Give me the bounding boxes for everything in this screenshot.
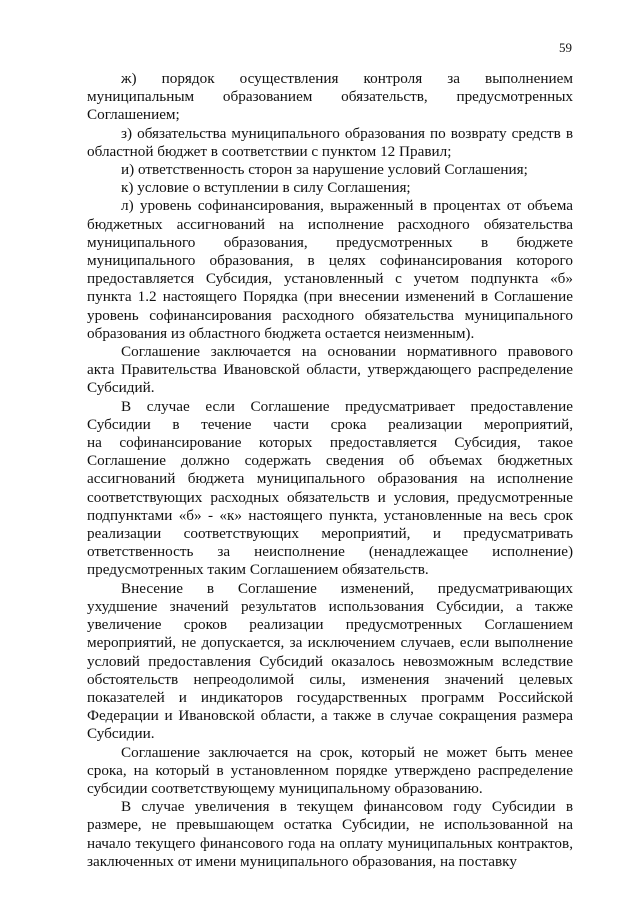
- text-line: показателей и индикаторов государственных программ Российской: [87, 688, 573, 706]
- text-line: Соглашение должно содержать сведения об объемах бюджетных: [87, 452, 573, 470]
- text-line: Внесение в Соглашение изменений, предусматривающих: [121, 579, 573, 597]
- text-line: на софинансирование которых предоставляется Субсидия, такое: [87, 434, 573, 452]
- text-line: мероприятий, не допускается, за исключением случаев, если выполнение: [87, 634, 573, 652]
- text-line: Соглашение заключается на срок, который не может быть менее: [121, 743, 573, 761]
- text-line: муниципального образования, предусмотренных в бюджете: [87, 233, 573, 251]
- text-line: ухудшение значений результатов использования Субсидии, а также: [87, 597, 573, 615]
- text-line: обстоятельств непреодолимой силы, изменения значений целевых: [87, 670, 573, 688]
- paragraph: [87, 798, 573, 871]
- paragraph: [87, 161, 573, 179]
- text-line: субсидии соответствующему муниципальному образованию.: [87, 779, 483, 797]
- text-line: з) обязательства муниципального образования по возврату средств в: [121, 124, 573, 142]
- document-body: [87, 70, 573, 871]
- text-line: Субсидии.: [87, 725, 155, 743]
- paragraph: [87, 398, 573, 580]
- text-line: предусмотренных таким Соглашением обязательств.: [87, 561, 429, 579]
- text-line: муниципальным образованием обязательств, предусмотренных: [87, 88, 573, 106]
- paragraph: [87, 179, 573, 197]
- text-line: уровень софинансирования расходного обязательства муниципального: [87, 306, 573, 324]
- text-line: пункта 1.2 настоящего Порядка (при внесении изменений в Соглашение: [87, 288, 573, 306]
- text-line: условий предоставления Субсидий оказалось невозможным вследствие: [87, 652, 573, 670]
- text-line: В случае увеличения в текущем финансовом году Субсидии в: [121, 798, 573, 816]
- text-line: размере, не превышающем остатка Субсидии, не использованной на: [87, 816, 573, 834]
- paragraph: [87, 197, 573, 343]
- text-line: л) уровень софинансирования, выраженный в процентах от объема: [121, 197, 573, 215]
- text-line: ответственность за неисполнение (ненадлежащее исполнение): [87, 543, 573, 561]
- text-line: и) ответственность сторон за нарушение условий Соглашения;: [121, 161, 528, 179]
- text-line: акта Правительства Ивановской области, утверждающего распределение: [87, 361, 573, 379]
- text-line: подпунктами «б» - «к» настоящего пункта, установленные на весь срок: [87, 506, 573, 524]
- text-line: областной бюджет в соответствии с пунктом 12 Правил;: [87, 142, 452, 160]
- text-line: к) условие о вступлении в силу Соглашения;: [121, 179, 411, 197]
- paragraph: [87, 744, 573, 799]
- text-line: начало текущего финансового года на оплату муниципальных контрактов,: [87, 834, 573, 852]
- text-line: ассигнований бюджета муниципального образования на исполнение: [87, 470, 573, 488]
- text-line: В случае если Соглашение предусматривает предоставление: [121, 397, 573, 415]
- text-line: Субсидии в течение части срока реализации мероприятий,: [87, 415, 573, 433]
- text-line: Федерации и Ивановской области, а также в случае сокращения размера: [87, 707, 573, 725]
- text-line: ж) порядок осуществления контроля за выполнением: [121, 70, 573, 87]
- text-line: увеличение сроков реализации предусмотренных Соглашением: [87, 616, 573, 634]
- text-line: реализации соответствующих мероприятий, и предусматривать: [87, 525, 573, 543]
- text-line: срока, на который в установленном порядке утверждено распределение: [87, 761, 573, 779]
- page-number: 59: [559, 40, 572, 55]
- text-line: предоставляется Субсидия, установленный с учетом подпункта «б»: [87, 270, 573, 288]
- text-line: Соглашением;: [87, 106, 180, 124]
- text-line: Соглашение заключается на основании нормативного правового: [121, 343, 573, 361]
- text-line: муниципального образования, в целях софинансирования которого: [87, 252, 573, 270]
- text-line: Субсидий.: [87, 379, 155, 397]
- text-line: образования из областного бюджета остается неизменным).: [87, 324, 475, 342]
- paragraph: [87, 125, 573, 161]
- text-line: бюджетных ассигнований на исполнение расходного обязательства: [87, 215, 573, 233]
- text-line: заключенных от имени муниципального образования, на поставку: [87, 852, 517, 870]
- paragraph: [87, 580, 573, 744]
- paragraph: [87, 70, 573, 125]
- text-line: соответствующих расходных обязательств и условия, предусмотренные: [87, 488, 573, 506]
- paragraph: [87, 343, 573, 398]
